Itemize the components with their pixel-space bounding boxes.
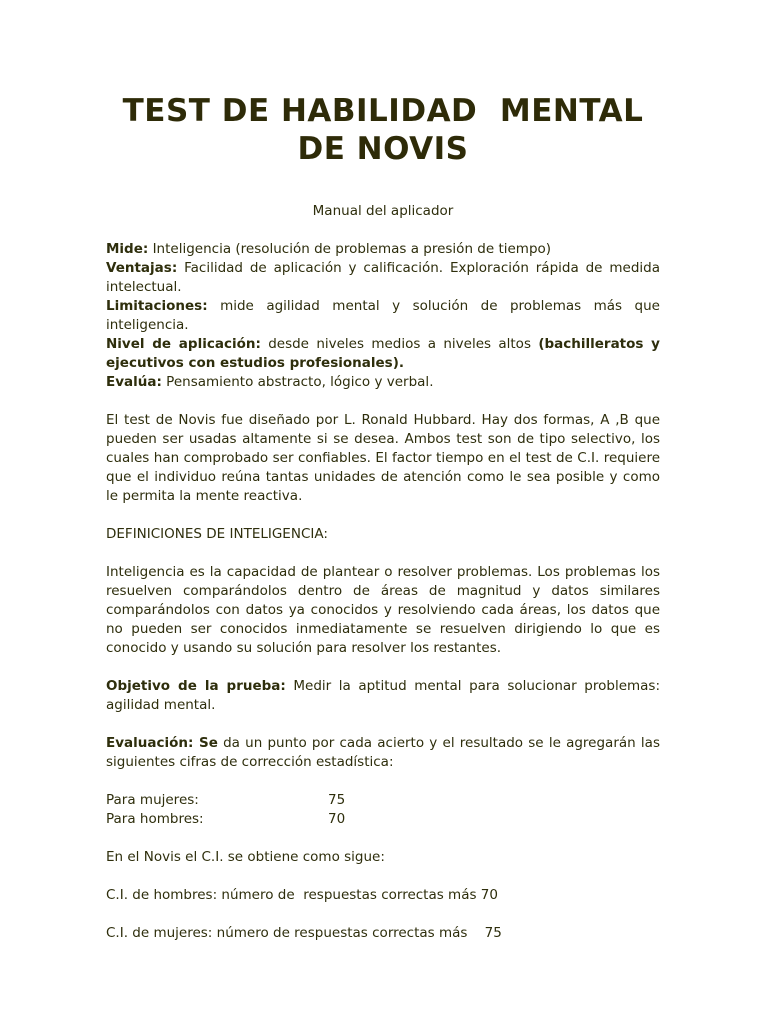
- ci-hombres: C.I. de hombres: número de respuestas correctas más 70: [106, 887, 498, 903]
- ci-intro: En el Novis el C.I. se obtiene como sigue:: [106, 849, 385, 865]
- limitaciones-text: mide agilidad mental y solución de problemas más que inteligencia.: [106, 298, 660, 333]
- document-title: TEST DE HABILIDAD MENTAL DE NOVIS: [122, 93, 655, 167]
- document-page: [106, 0, 660, 943]
- correction-row-mujeres: [106, 791, 660, 810]
- mide-label: Mide:: [106, 241, 149, 257]
- evalua-text: Pensamiento abstracto, lógico y verbal.: [161, 374, 434, 390]
- correction-value: 70: [328, 811, 346, 827]
- limitaciones-label: Limitaciones:: [106, 298, 208, 314]
- document-subtitle: Manual del aplicador: [312, 203, 454, 219]
- ventajas-line: [106, 259, 660, 297]
- evaluacion-label: Evaluación: Se: [106, 735, 218, 751]
- evalua-label: Evalúa:: [106, 374, 162, 390]
- evalua-line: [106, 373, 660, 392]
- objetivo-text: Medir la aptitud mental para solucionar problemas: agilidad mental.: [106, 678, 661, 713]
- limitaciones-line: [106, 297, 660, 335]
- correction-row-hombres: [106, 810, 660, 829]
- ventajas-text: Facilidad de aplicación y calificación. Exploración rápida de medida intelectual.: [106, 260, 660, 295]
- ci-mujeres: C.I. de mujeres: número de respuestas correctas más 75: [106, 925, 502, 941]
- nivel-label: Nivel de aplicación:: [106, 336, 261, 352]
- definiciones-heading: DEFINICIONES DE INTELIGENCIA:: [106, 526, 328, 542]
- mide-text: Inteligencia (resolución de problemas a presión de tiempo): [148, 241, 552, 257]
- correction-value: 75: [328, 792, 346, 808]
- definiciones-paragraph: Inteligencia es la capacidad de plantear o resolver problemas. Los problemas los resuelven comparándolos dentro de áreas de magnitud y datos similares comparándolos con datos ya conocidos y resolviendo cada áreas, los datos que no pueden ser conocidos inmediatamente se resuelven dirigiendo lo que es conocido y usando su solución para resolver los restantes.: [106, 564, 660, 656]
- ventajas-label: Ventajas:: [106, 260, 178, 276]
- nivel-bold-text: (bachilleratos y ejecutivos con estudios profesionales).: [106, 336, 660, 371]
- evaluacion-line: [106, 734, 660, 772]
- correction-label: Para hombres:: [106, 811, 204, 827]
- evaluacion-text: da un punto por cada acierto y el resultado se le agregarán las siguientes cifras de corrección estadística:: [106, 735, 660, 770]
- nivel-line: [106, 335, 660, 373]
- objetivo-line: [106, 677, 660, 715]
- nivel-text: desde niveles medios a niveles altos: [260, 336, 539, 352]
- objetivo-label: Objetivo de la prueba:: [106, 678, 286, 694]
- correction-label: Para mujeres:: [106, 792, 199, 808]
- intro-paragraph: El test de Novis fue diseñado por L. Ronald Hubbard. Hay dos formas, A ,B que pueden ser usadas altamente si se desea. Ambos test son de tipo selectivo, los cuales han comprobado ser confiables. El factor tiempo en el test de C.I. requiere que el individuo reúna tantas unidades de atención como le sea posible y como le permita la mente reactiva.: [106, 412, 660, 504]
- mide-line: [106, 240, 660, 259]
